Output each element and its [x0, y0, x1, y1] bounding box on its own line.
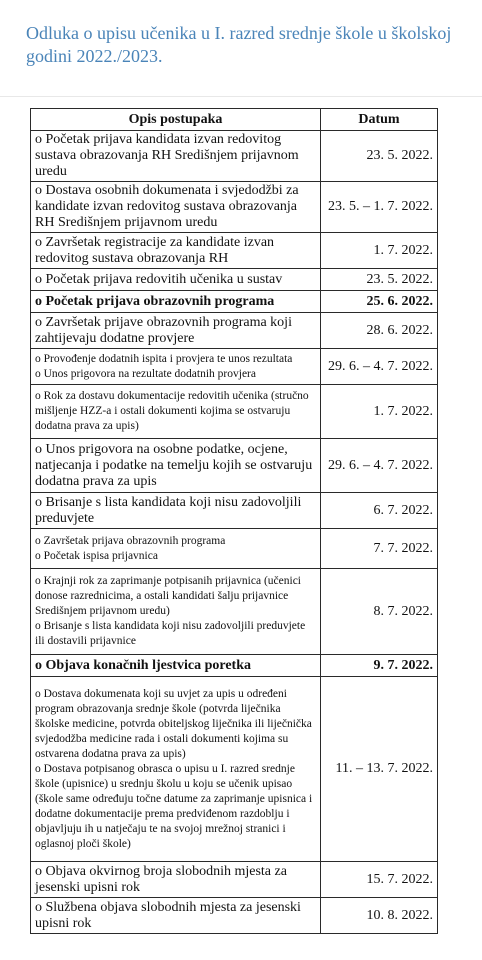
row-date: 1. 7. 2022.	[321, 233, 438, 269]
row-description	[31, 493, 321, 529]
row-date: 6. 7. 2022.	[321, 493, 438, 529]
row-date: 28. 6. 2022.	[321, 313, 438, 349]
row-description	[31, 385, 321, 439]
description-line: o Dostava osobnih dokumenata i svjedodžbi za kandidate izvan redovitog sustava obrazovanja RH Središnjem prijavnom uredu	[35, 183, 299, 230]
table-row	[31, 385, 438, 439]
table-row	[31, 233, 438, 269]
description-line: o Početak prijava obrazovnih programa	[35, 293, 275, 309]
row-description	[31, 313, 321, 349]
row-date: 25. 6. 2022.	[321, 291, 438, 313]
row-date: 7. 7. 2022.	[321, 529, 438, 569]
table-header-row	[31, 109, 438, 131]
description-line: o Završetak registracije za kandidate izvan redovitog sustava obrazovanja RH	[35, 234, 275, 266]
table-row	[31, 493, 438, 529]
description-line: o Dostava potpisanog obrasca o upisu u I. razred srednje škole (upisnice) u srednju školu u koju se učenik upisao (škole same određuju točne datume za zaprimanje upisnica i dodatne dokumentacije prema predviđenom razdoblju i objavljuju ih u natječaju te na svojoj mrežnoj stranici i oglasnoj ploči škole)	[35, 762, 313, 850]
table-row	[31, 182, 438, 233]
table-row	[31, 349, 438, 385]
schedule-table	[30, 108, 438, 934]
row-date: 15. 7. 2022.	[321, 862, 438, 898]
table-row	[31, 313, 438, 349]
table-row	[31, 898, 438, 934]
divider	[0, 96, 482, 97]
row-description	[31, 439, 321, 493]
row-date: 23. 5. 2022.	[321, 269, 438, 291]
row-date: 29. 6. – 4. 7. 2022.	[321, 349, 438, 385]
document-title: Odluka o upisu učenika u I. razred srednje škole u školskoj godini 2022./2023.	[26, 23, 452, 66]
row-description	[31, 655, 321, 677]
description-line: o Unos prigovora na rezultate dodatnih provjera	[35, 367, 256, 380]
row-description	[31, 291, 321, 313]
row-description	[31, 529, 321, 569]
description-line: o Završetak prijave obrazovnih programa koji zahtijevaju dodatne provjere	[35, 314, 292, 346]
row-date: 10. 8. 2022.	[321, 898, 438, 934]
row-description	[31, 233, 321, 269]
description-line: o Završetak prijava obrazovnih programa	[35, 534, 226, 547]
description-line: o Unos prigovora na osobne podatke, ocjene, natjecanja i podatke na temelju kojih se ostvaruju dodatna prava za upis	[35, 441, 313, 489]
description-line: o Provođenje dodatnih ispita i provjera te unos rezultata	[35, 352, 293, 365]
row-description	[31, 349, 321, 385]
row-description	[31, 131, 321, 182]
row-date: 11. – 13. 7. 2022.	[321, 677, 438, 862]
table-row	[31, 269, 438, 291]
description-line: o Početak prijava redovitih učenika u sustav	[35, 271, 283, 287]
header-date: Datum	[321, 109, 438, 131]
row-date: 1. 7. 2022.	[321, 385, 438, 439]
description-line: o Objava okvirnog broja slobodnih mjesta za jesenski upisni rok	[35, 863, 287, 895]
table-row	[31, 677, 438, 862]
description-line: o Objava konačnih ljestvica poretka	[35, 657, 251, 673]
description-line: o Službena objava slobodnih mjesta za jesenski upisni rok	[35, 899, 301, 931]
row-date: 23. 5. – 1. 7. 2022.	[321, 182, 438, 233]
table-row	[31, 291, 438, 313]
header-description: Opis postupaka	[31, 109, 321, 131]
description-line: o Početak prijava kandidata izvan redovitog sustava obrazovanja RH Središnjem prijavnom uredu	[35, 132, 299, 179]
row-date: 29. 6. – 4. 7. 2022.	[321, 439, 438, 493]
table-row	[31, 529, 438, 569]
row-date: 8. 7. 2022.	[321, 569, 438, 655]
row-date: 23. 5. 2022.	[321, 131, 438, 182]
table-row	[31, 131, 438, 182]
table-row	[31, 862, 438, 898]
row-description	[31, 182, 321, 233]
description-line: o Brisanje s lista kandidata koji nisu zadovoljili preduvjete ili dostavili prijavnice	[35, 620, 306, 647]
row-description	[31, 269, 321, 291]
table-row	[31, 439, 438, 493]
row-description	[31, 862, 321, 898]
table-body	[31, 131, 438, 934]
description-line: o Rok za dostavu dokumentacije redovitih učenika (stručno mišljenje HZZ-a i ostali dokumenti kojima se ostvaruju dodatna prava za upis)	[35, 390, 309, 432]
description-line: o Krajnji rok za zaprimanje potpisanih prijavnica (učenici donose razrednicima, a ostali kandidati šalju prijavnice Središnjem prijavnom uredu)	[35, 575, 301, 617]
table-row	[31, 569, 438, 655]
description-line: o Dostava dokumenata koji su uvjet za upis u određeni program obrazovanja srednje škole (potvrda liječnika školske medicine, potvrda obiteljskog liječnika ili liječnička svjedodžba medicine rada i ostali dokumenti kojima su ostvarena dodatna prava za upis)	[35, 687, 312, 760]
row-description	[31, 677, 321, 862]
row-description	[31, 569, 321, 655]
table-row	[31, 655, 438, 677]
row-date: 9. 7. 2022.	[321, 655, 438, 677]
row-description	[31, 898, 321, 934]
description-line: o Početak ispisa prijavnica	[35, 549, 158, 562]
description-line: o Brisanje s lista kandidata koji nisu zadovoljili preduvjete	[35, 494, 302, 526]
